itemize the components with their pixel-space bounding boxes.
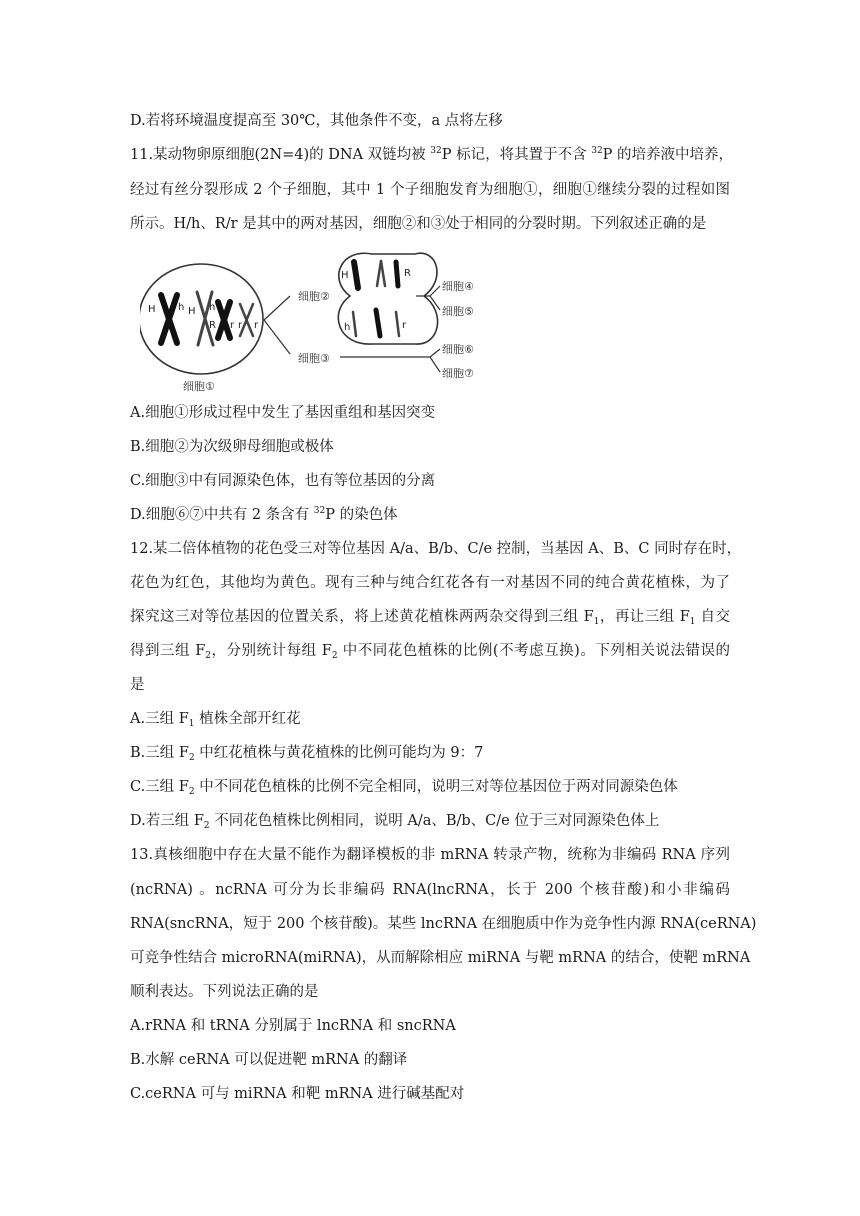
q12-option-c: C.三组 $F_2$ 中不同花色植株的比例不完全相同，说明三对等位基因位于两对同源染色体 <box>130 779 678 797</box>
q11-option-a: A.细胞①形成过程中发生了基因重组和基因突变 <box>130 405 436 421</box>
gene-label: h <box>178 302 185 313</box>
q12-line-1: 12.某二倍体植物的花色受三对等位基因 A/a、B/b、C/e 控制，当基因 A、B、C 同时存在时， <box>130 541 742 557</box>
gene-label: h <box>344 322 351 333</box>
gene-label: R <box>209 320 216 331</box>
cell-3-label: 细胞③ <box>298 352 330 365</box>
q12-line-2: 花色为红色，其他均为黄色。现有三种与纯合红花各有一对基因不同的纯合黄花植株，为了 <box>130 575 730 591</box>
option-d-prev: D.若将环境温度提高至 30℃，其他条件不变，a 点将左移 <box>130 113 503 129</box>
cell-2-label: 细胞② <box>298 290 330 303</box>
q11-option-c: C.细胞③中有同源染色体，也有等位基因的分离 <box>130 473 436 489</box>
gene-label: r <box>254 320 259 331</box>
q11-line-3: 所示。H/h、R/r 是其中的两对基因，细胞②和③处于相同的分裂时期。下列叙述正确的是 <box>130 216 707 232</box>
cell-2-chromosomes <box>353 261 399 336</box>
q12-option-d: D.若三组 $F_2$ 不同花色植株比例相同，说明 A/a、B/b、C/e 位于三对同源染色体上 <box>130 813 660 831</box>
q12-option-b: B.三组 $F_2$ 中红花植株与黄花植株的比例可能均为 9：7 <box>130 745 484 763</box>
q12-option-a: A.三组 $F_1$ 植株全部开红花 <box>130 711 301 729</box>
gene-label: r <box>402 320 407 331</box>
cell-1-label: 细胞① <box>183 380 215 393</box>
gene-label: r <box>238 320 243 331</box>
q12-line-5: 是 <box>130 677 145 693</box>
gene-label: r <box>230 320 235 331</box>
q13-option-a: A.rRNA 和 tRNA 分别属于 lncRNA 和 sncRNA <box>130 1018 456 1034</box>
cell-6-label: 细胞⑥ <box>442 343 474 356</box>
q11-option-b: B.细胞②为次级卵母细胞或极体 <box>130 439 334 455</box>
cell-division-figure <box>140 240 500 396</box>
cell-1 <box>140 264 263 374</box>
gene-label: R <box>404 268 411 279</box>
q13-line-4: 可竞争性结合 microRNA(miRNA)，从而解除相应 miRNA 与靶 mRNA 的结合，使靶 mRNA <box>130 950 751 966</box>
gene-label: H <box>148 304 156 315</box>
cell-4-label: 细胞④ <box>442 280 474 293</box>
q13-line-3: RNA(sncRNA，短于 200 个核苷酸)。某些 lncRNA 在细胞质中作为竞争性内源 RNA(ceRNA) <box>130 916 757 932</box>
q13-option-c: C.ceRNA 可与 miRNA 和靶 mRNA 进行碱基配对 <box>130 1086 465 1102</box>
q13-option-b: B.水解 ceRNA 可以促进靶 mRNA 的翻译 <box>130 1052 408 1068</box>
q11-line-2: 经过有丝分裂形成 2 个子细胞，其中 1 个子细胞发育为细胞①，细胞①继续分裂的过程如图 <box>130 182 730 198</box>
q12-line-3: 探究这三对等位基因的位置关系，将上述黄花植株两两杂交得到三组 $F_1$，再让三组 $F_1$ 自交 <box>130 609 731 627</box>
cell-1-chromosomes <box>161 292 253 345</box>
gene-label: h <box>209 302 216 313</box>
q13-line-5: 顺利表达。下列说法正确的是 <box>130 984 319 1000</box>
q12-line-4: 得到三组 $F_2$，分别统计每组 $F_2$ 中不同花色植株的比例(不考虑互换)。下列相关说法错误的 <box>130 643 731 661</box>
cell-5-label: 细胞⑤ <box>442 305 474 318</box>
q11-option-d: D.细胞⑥⑦中共有 2 条含有 $^{32}$P 的染色体 <box>130 506 398 523</box>
q13-line-2: (ncRNA) 。ncRNA 可分为长非编码 RNA(lncRNA，长于 200 个核苷酸)和小非编码 <box>130 882 730 898</box>
cell-7-label: 细胞⑦ <box>442 367 474 380</box>
q11-line-1: 11.某动物卵原细胞(2N=4)的 DNA 双链均被 $^{32}$P 标记，将其置于不含 $^{32}$P 的培养液中培养， <box>130 146 734 163</box>
q13-line-1: 13.真核细胞中存在大量不能作为翻译模板的非 mRNA 转录产物，统称为非编码 RNA 序列 <box>130 847 730 863</box>
gene-label: H <box>341 270 349 281</box>
gene-label: H <box>188 306 196 317</box>
